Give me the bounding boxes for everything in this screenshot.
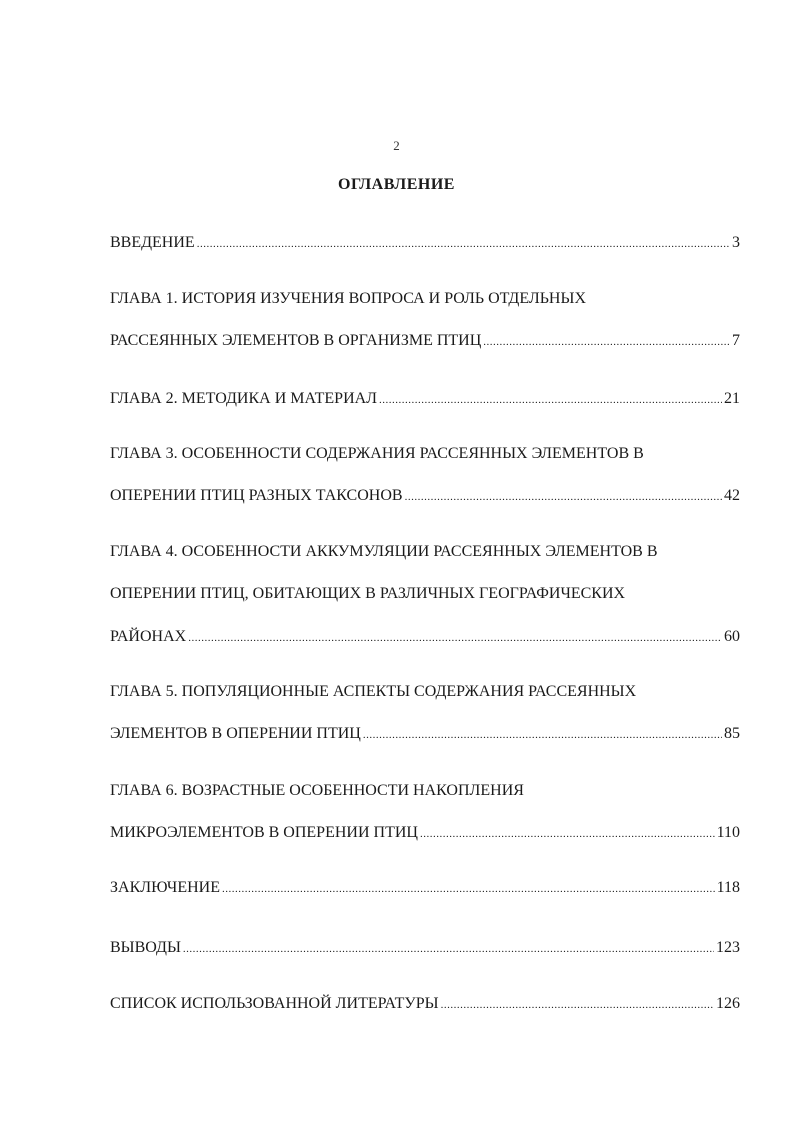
toc-page-number: 7 [732,332,740,349]
toc-page-number: 110 [716,824,740,841]
toc-entry-text: СПИСОК ИСПОЛЬЗОВАННОЙ ЛИТЕРАТУРЫ [110,995,439,1012]
toc-entry-text: ЭЛЕМЕНТОВ В ОПЕРЕНИИ ПТИЦ [110,725,361,742]
toc-entry-line [110,937,740,959]
toc-entry-text: ВЫВОДЫ [110,939,181,956]
toc-entry-text: ГЛАВА 2. МЕТОДИКА И МАТЕРИАЛ [110,390,378,407]
toc-leader-dots [188,627,722,649]
toc-entry-line [110,541,740,563]
toc-leader-dots [441,994,714,1016]
toc-leader-dots [405,486,722,508]
toc-entry-line [110,681,740,703]
toc-entry-text: ГЛАВА 1. ИСТОРИЯ ИЗУЧЕНИЯ ВОПРОСА И РОЛЬ ОТДЕЛЬНЫХ [110,290,586,307]
toc-entry-text: МИКРОЭЛЕМЕНТОВ В ОПЕРЕНИИ ПТИЦ [110,824,418,841]
toc-page-number: 42 [724,487,740,504]
toc-entry-text: РАЙОНАХ [110,628,187,645]
toc-entry-line [110,288,740,310]
toc-page-number: 123 [716,939,740,956]
toc-entry-line [110,583,740,605]
toc-entry-line [110,822,740,844]
toc-entry-text: ГЛАВА 5. ПОПУЛЯЦИОННЫЕ АСПЕКТЫ СОДЕРЖАНИЯ РАССЕЯННЫХ [110,683,637,700]
toc-entry-text: ОПЕРЕНИИ ПТИЦ РАЗНЫХ ТАКСОНОВ [110,487,403,504]
toc-entry-line [110,485,740,507]
toc-page-number: 126 [716,995,740,1012]
toc-leader-dots [363,724,722,746]
toc-page-number: 21 [724,390,740,407]
toc-entry-text: РАССЕЯННЫХ ЭЛЕМЕНТОВ В ОРГАНИЗМЕ ПТИЦ [110,332,482,349]
toc-leader-dots [483,331,730,353]
toc-entry-line [110,388,740,410]
toc-entry-text: ЗАКЛЮЧЕНИЕ [110,879,220,896]
toc-leader-dots [379,389,722,411]
toc-page-number: 85 [724,725,740,742]
toc-entry-line [110,723,740,745]
toc-entry-text: ОПЕРЕНИИ ПТИЦ, ОБИТАЮЩИХ В РАЗЛИЧНЫХ ГЕОГРАФИЧЕСКИХ [110,585,626,602]
toc-entry-text: ВВЕДЕНИЕ [110,234,195,251]
toc-entry-line [110,626,740,648]
toc-leader-dots [183,938,714,960]
toc-entry-text: ГЛАВА 4. ОСОБЕННОСТИ АККУМУЛЯЦИИ РАССЕЯННЫХ ЭЛЕМЕНТОВ В [110,543,658,560]
toc-page-number: 3 [732,234,740,251]
toc-entry-line [110,877,740,899]
toc-entry-line [110,780,740,802]
toc-entry-line [110,993,740,1015]
page-number: 2 [393,138,400,153]
toc-entry-text: ГЛАВА 6. ВОЗРАСТНЫЕ ОСОБЕННОСТИ НАКОПЛЕНИЯ [110,782,524,799]
toc-entry-text: ГЛАВА 3. ОСОБЕННОСТИ СОДЕРЖАНИЯ РАССЕЯННЫХ ЭЛЕМЕНТОВ В [110,445,644,462]
toc-leader-dots [197,233,730,255]
toc-page-number: 60 [724,628,740,645]
toc-title: ОГЛАВЛЕНИЕ [338,176,455,193]
toc-entry-line [110,330,740,352]
toc-page-number: 118 [716,879,740,896]
toc-entry-line [110,232,740,254]
toc-entry-line [110,443,740,465]
toc-leader-dots [420,823,715,845]
toc-leader-dots [222,878,715,900]
